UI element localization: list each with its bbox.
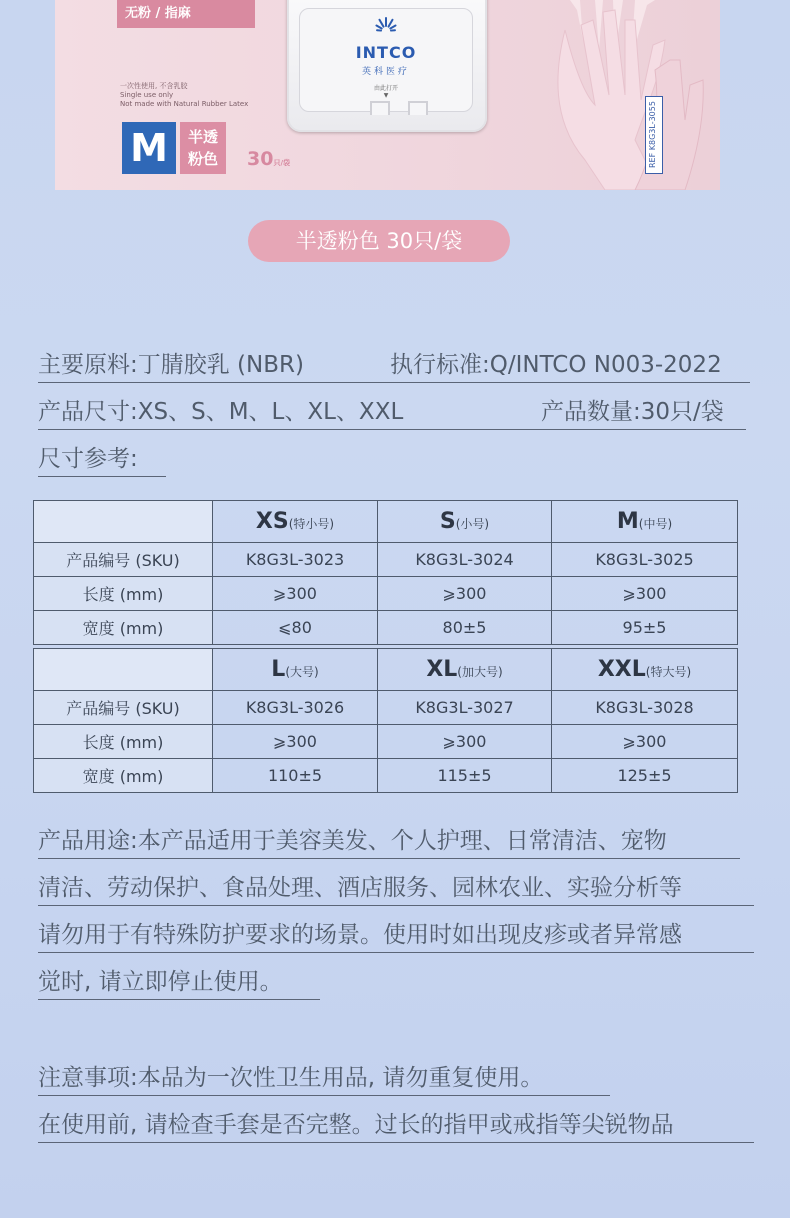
lid-tab <box>408 101 428 115</box>
size-header-m: M(中号) <box>552 501 738 543</box>
spec-line-sizes <box>38 397 746 430</box>
package-lid <box>287 0 487 132</box>
notes-line-2: 在使用前, 请检查手套是否完整。过长的指甲或戒指等尖锐物品 <box>38 1110 754 1143</box>
spec-line-material <box>38 350 750 383</box>
package-count: 30只/袋 <box>247 148 291 170</box>
table-row: 产品编号 (SKU) K8G3L-3026 K8G3L-3027 K8G3L-3028 <box>34 691 738 725</box>
lid-tab <box>370 101 390 115</box>
brand-name: INTCO <box>355 43 417 62</box>
size-header-l: L(大号) <box>213 649 378 691</box>
package-ref-code: REF K8G3L-3055 <box>645 96 663 174</box>
table-corner <box>34 649 213 691</box>
quantity-text: 产品数量:30只/袋 <box>541 399 724 425</box>
sizes-text: 产品尺寸:XS、S、M、L、XL、XXL <box>38 399 404 425</box>
table-row: 长度 (mm) ⩾300 ⩾300 ⩾300 <box>34 725 738 759</box>
package-tag: 无粉 / 指麻 <box>117 0 255 28</box>
package-small-text: 一次性使用, 不含乳胶 Single use only Not made with Natural Rubber Latex <box>120 82 249 108</box>
table-row: 长度 (mm) ⩾300 ⩾300 ⩾300 <box>34 577 738 611</box>
variant-pill: 半透粉色 30只/袋 <box>248 220 510 262</box>
usage-line-2: 清洁、劳动保护、食品处理、酒店服务、园林农业、实验分析等 <box>38 873 754 906</box>
table-row: 宽度 (mm) ⩽80 80±5 95±5 <box>34 611 738 645</box>
table-row: 宽度 (mm) 110±5 115±5 125±5 <box>34 759 738 793</box>
size-table-2 <box>33 648 738 793</box>
package-color-label: 半透 粉色 <box>180 122 226 174</box>
material-text: 主要原料:丁腈胶乳 (NBR) <box>38 352 304 378</box>
package-size-letter: M <box>122 122 176 174</box>
size-header-s: S(小号) <box>378 501 552 543</box>
size-table-1 <box>33 500 738 645</box>
usage-line-1: 产品用途:本产品适用于美容美发、个人护理、日常清洁、宠物 <box>38 826 740 859</box>
open-hint: 由此打开 ▼ <box>373 85 398 99</box>
product-package-image <box>55 0 720 190</box>
usage-line-4: 觉时, 请立即停止使用。 <box>38 967 320 1000</box>
brand-name-cn: 英科医疗 <box>361 67 410 77</box>
usage-line-3: 请勿用于有特殊防护要求的场景。使用时如出现皮疹或者异常感 <box>38 920 754 953</box>
size-ref-heading: 尺寸参考: <box>38 444 166 477</box>
size-header-xl: XL(加大号) <box>378 649 552 691</box>
size-header-xs: XS(特小号) <box>213 501 378 543</box>
size-header-xxl: XXL(特大号) <box>552 649 738 691</box>
table-row: 产品编号 (SKU) K8G3L-3023 K8G3L-3024 K8G3L-3025 <box>34 543 738 577</box>
notes-line-1: 注意事项:本品为一次性卫生用品, 请勿重复使用。 <box>38 1063 610 1096</box>
table-corner <box>34 501 213 543</box>
brand-logo-icon <box>364 15 408 37</box>
standard-text: 执行标准:Q/INTCO N003-2022 <box>390 352 722 378</box>
gloves-illustration <box>485 0 720 190</box>
